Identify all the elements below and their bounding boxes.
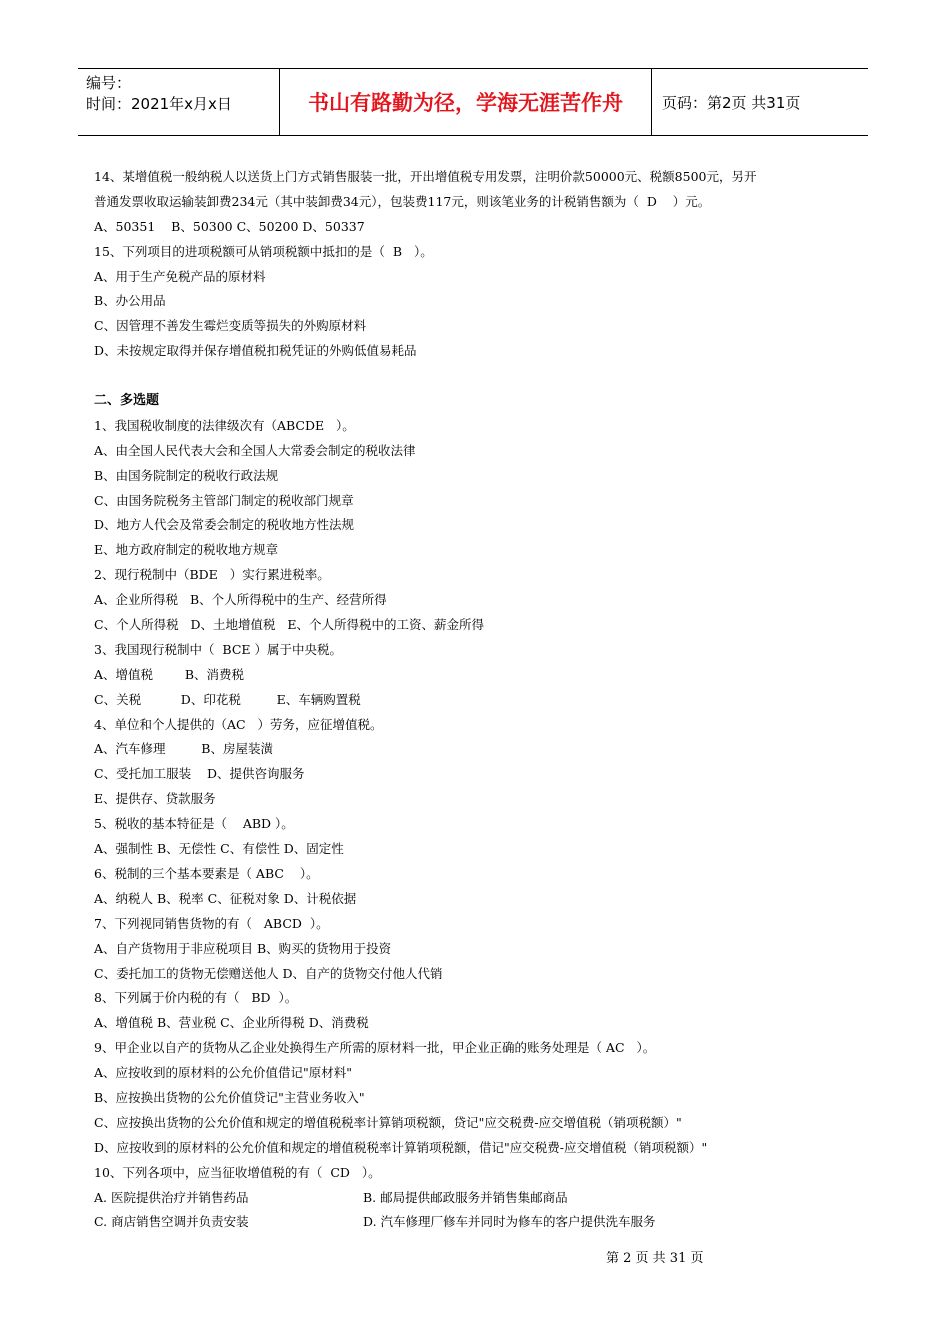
text-line: 6、税制的三个基本要素是（ ABC ）。 — [94, 865, 319, 881]
text-line: E、地方政府制定的税收地方规章 — [94, 542, 279, 558]
header-meta — [78, 69, 280, 135]
text-line: 14、某增值税一般纳税人以送货上门方式销售服装一批，开出增值税专用发票，注明价款50000元、税额8500元，另开 — [94, 169, 757, 184]
text-line: A、企业所得税 B、个人所得税中的生产、经营所得 — [94, 592, 387, 608]
text-line: B、由国务院制定的税收行政法规 — [94, 467, 279, 483]
text-line: D、地方人代会及常委会制定的税收地方性法规 — [94, 517, 355, 533]
section-title: 二、多选题 — [94, 393, 160, 409]
text-line: A、纳税人 B、税率 C、征税对象 D、计税依据 — [94, 890, 357, 906]
text-line: 1、我国税收制度的法律级次有（ABCDE ）。 — [94, 417, 355, 433]
text-line: C、由国务院税务主管部门制定的税收部门规章 — [94, 492, 354, 508]
text-line: A、50351 B、50300 C、50200 D、50337 — [94, 218, 365, 234]
text-line: A、用于生产免税产品的原材料 — [94, 268, 266, 284]
q10-options-row-2 — [94, 1210, 864, 1235]
text-line: 10、下列各项中，应当征收增值税的有（ CD ）。 — [94, 1164, 381, 1180]
text-line: A、由全国人民代表大会和全国人大常委会制定的税收法律 — [94, 442, 416, 458]
q10-option-c: C. 商店销售空调并负责安装 — [94, 1214, 249, 1230]
text-line: 3、我国现行税制中（ BCE ）属于中央税。 — [94, 641, 342, 657]
header-motto: 书山有路勤为径，学海无涯苦作舟 — [280, 69, 652, 135]
text-line: C、委托加工的货物无偿赠送他人 D、自产的货物交付他人代销 — [94, 965, 443, 981]
text-line: A、自产货物用于非应税项目 B、购买的货物用于投资 — [94, 940, 392, 956]
multi-choice-list — [94, 414, 864, 1186]
date-label: 时间：2021年x月x日 — [86, 95, 232, 113]
text-line: 4、单位和个人提供的（AC ）劳务，应征增值税。 — [94, 716, 383, 732]
text-line: C、因管理不善发生霉烂变质等损失的外购原材料 — [94, 318, 367, 334]
text-line: 7、下列视同销售货物的有（ ABCD ）。 — [94, 915, 329, 931]
single-choice-tail — [94, 165, 864, 364]
text-line: D、应按收到的原材料的公允价值和规定的增值税税率计算销项税额，借记"应交税费-应交增值税（销项税额）" — [94, 1139, 708, 1155]
q10-option-b: B. 邮局提供邮政服务并销售集邮商品 — [363, 1189, 568, 1205]
text-line: A、增值税 B、营业税 C、企业所得税 D、消费税 — [94, 1015, 369, 1031]
text-line: B、应按换出货物的公允价值贷记"主营业务收入" — [94, 1089, 365, 1105]
text-line: 2、现行税制中（BDE ）实行累进税率。 — [94, 567, 330, 583]
text-line: 普通发票收取运输装卸费234元（其中装卸费34元），包装费117元，则该笔业务的计税销售额为（ D ）元。 — [94, 193, 711, 209]
text-line: E、提供存、贷款服务 — [94, 791, 216, 807]
text-line: B、办公用品 — [94, 293, 166, 309]
text-line: C、应按换出货物的公允价值和规定的增值税税率计算销项税额，贷记"应交税费-应交增值税（销项税额）" — [94, 1114, 682, 1130]
text-line: 8、下列属于价内税的有（ BD ）。 — [94, 990, 298, 1006]
page-header — [78, 68, 868, 136]
q10-option-a: A. 医院提供治疗并销售药品 — [94, 1189, 249, 1205]
footer-page-number: 第 2 页 共 31 页 — [606, 1251, 704, 1266]
text-line: A、汽车修理 B、房屋装潢 — [94, 741, 273, 757]
text-line: D、未按规定取得并保存增值税扣税凭证的外购低值易耗品 — [94, 343, 417, 359]
document-body — [94, 165, 864, 1235]
header-page-info: 页码：第2页 共31页 — [662, 93, 801, 112]
q10-options-row-1 — [94, 1186, 864, 1211]
text-line: C、个人所得税 D、土地增值税 E、个人所得税中的工资、薪金所得 — [94, 617, 485, 633]
number-label: 编号： — [86, 74, 132, 92]
text-line: 5、税收的基本特征是（ ABD ）。 — [94, 816, 294, 832]
text-line: C、受托加工服装 D、提供咨询服务 — [94, 766, 305, 782]
text-line: C、关税 D、印花税 E、车辆购置税 — [94, 691, 361, 707]
text-line: 9、甲企业以自产的货物从乙企业处换得生产所需的原材料一批，甲企业正确的账务处理是（ AC ）。 — [94, 1040, 656, 1056]
text-line: 15、下列项目的进项税额可从销项税额中抵扣的是（ B ）。 — [94, 243, 433, 259]
text-line: A、强制性 B、无偿性 C、有偿性 D、固定性 — [94, 841, 344, 857]
text-line: A、应按收到的原材料的公允价值借记"原材料" — [94, 1065, 353, 1081]
q10-option-d: D. 汽车修理厂修车并同时为修车的客户提供洗车服务 — [363, 1214, 656, 1230]
text-line: A、增值税 B、消费税 — [94, 666, 245, 682]
